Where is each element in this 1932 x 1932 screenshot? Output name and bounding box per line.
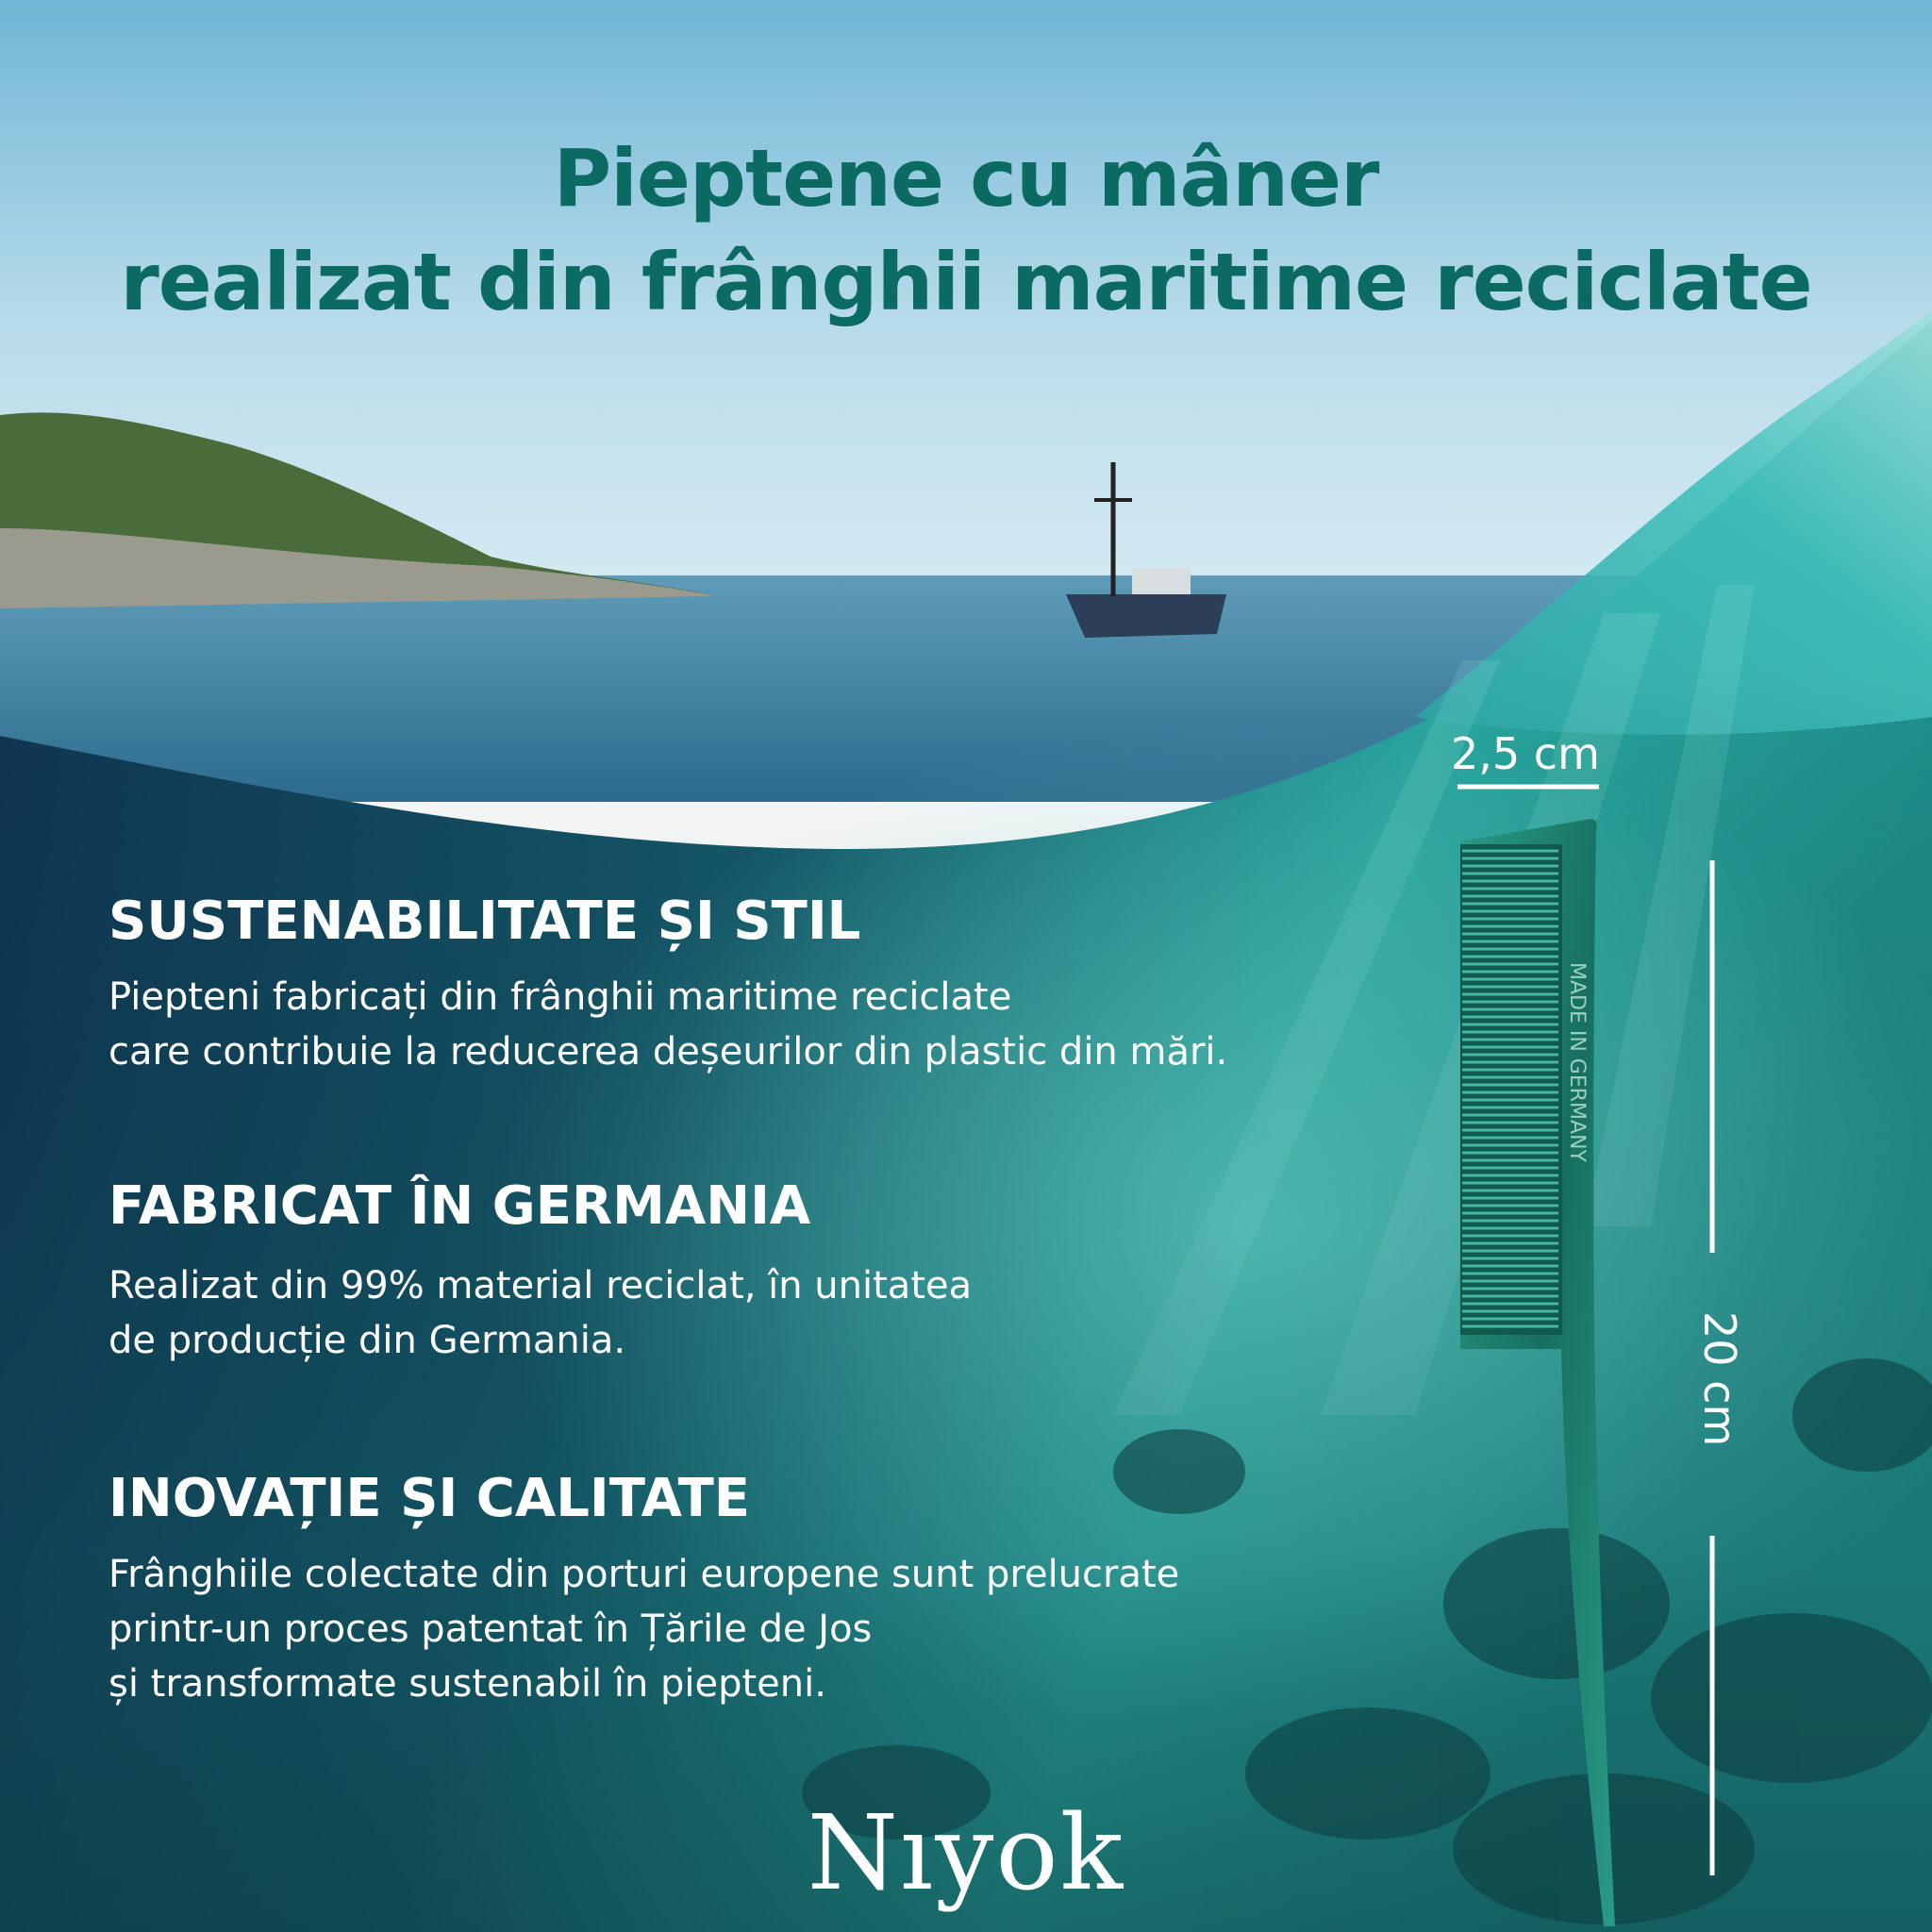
section-text-sustainability [108,970,1227,1079]
section-text-innovation [108,1547,1179,1711]
comb-imprint: MADE IN GERMANY [1565,962,1589,1162]
section-text-line: de producție din Germania. [108,1319,626,1362]
brand-logo: Nıyok [807,1792,1125,1913]
section-text-line: care contribuie la reducerea deșeurilor din plastic din mări. [108,1030,1228,1074]
section-text-line: și transformate sustenabil în piepteni. [108,1662,826,1706]
section-text-line: Realizat din 99% material reciclat, în unitatea [108,1264,973,1307]
section-heading-innovation: INOVAȚIE ȘI CALITATE [108,1468,751,1529]
section-heading-made-in-germany: FABRICAT ÎN GERMANIA [108,1175,811,1237]
section-text-line: Frânghiile colectate din porturi europene sunt prelucrate [108,1553,1180,1596]
page-title-line-2: realizat din frânghii maritime reciclate [120,236,1812,328]
length-dimension-label: 20 cm [1694,1311,1745,1447]
section-text-line: Piepteni fabricați din frânghii maritime reciclate [108,975,1012,1019]
section-text-line: printr-un proces patentat în Țările de Jos [108,1607,873,1651]
section-heading-sustainability: SUSTENABILITATE ȘI STIL [108,891,861,952]
width-dimension-label: 2,5 cm [1451,728,1600,779]
page-title-line-1: Pieptene cu mâner [553,132,1379,225]
section-text-made-in-germany [108,1258,972,1368]
